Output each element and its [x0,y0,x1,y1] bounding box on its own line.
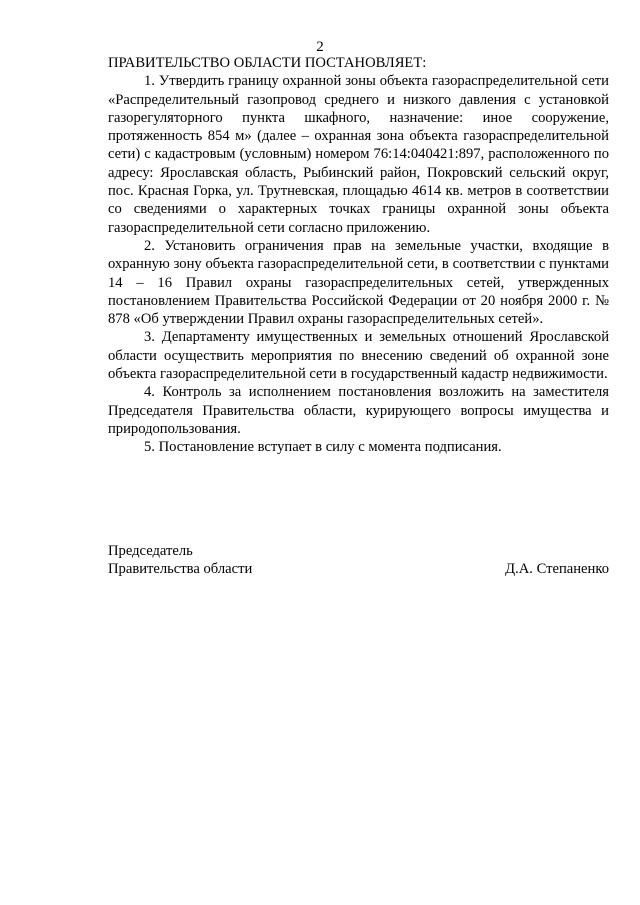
signature-block [108,542,609,579]
page-number: 2 [316,39,324,55]
paragraph-1: 1. Утвердить границу охранной зоны объекта газораспределительной сети «Распределительный газопровод среднего и низкого давления с установкой газорегуляторного пункта шкафного, назначение: иное сооружение, протяженность 854 м» (далее – охранная зона объекта газораспределительной сети) с кадастровым (условным) номером 76:14:040421:897, расположенного по адресу: Ярославская область, Рыбинский район, Покровский сельский округ, пос. Красная Горка, ул. Трутневская, площадью 4614 кв. метров в соответствии со сведениями о характерных точках границы охранной зоны объекта газораспределительной сети согласно приложению. [108,73,609,236]
paragraph-2: 2. Установить ограничения прав на земельные участки, входящие в охранную зону объекта газораспределительной сети, в соответствии с пунктами 14 – 16 Правил охраны газораспределительных сетей, утвержденных постановлением Правительства Российской Федерации от 20 ноября 2000 г. № 878 «Об утверждении Правил охраны газораспределительных сетей». [108,237,609,328]
paragraph-3: 3. Департаменту имущественных и земельных отношений Ярославской области осуществить мероприятия по внесению сведений об охранной зоне объекта газораспределительной сети в государственный кадастр недвижимости. [108,329,609,383]
paragraph-5: 5. Постановление вступает в силу с момента подписания. [144,439,502,456]
signatory-name: Д.А. Степаненко [505,561,609,578]
document-body [108,54,609,457]
paragraph-4: 4. Контроль за исполнением постановления возложить на заместителя Председателя Правительства области, курирующего вопросы имущества и природопользования. [108,384,609,437]
signatory-title-line1: Председатель [108,543,193,559]
signature-row [108,560,609,578]
signatory-title-line2: Правительства области [108,561,253,578]
resolution-heading: ПРАВИТЕЛЬСТВО ОБЛАСТИ ПОСТАНОВЛЯЕТ: [108,55,427,71]
